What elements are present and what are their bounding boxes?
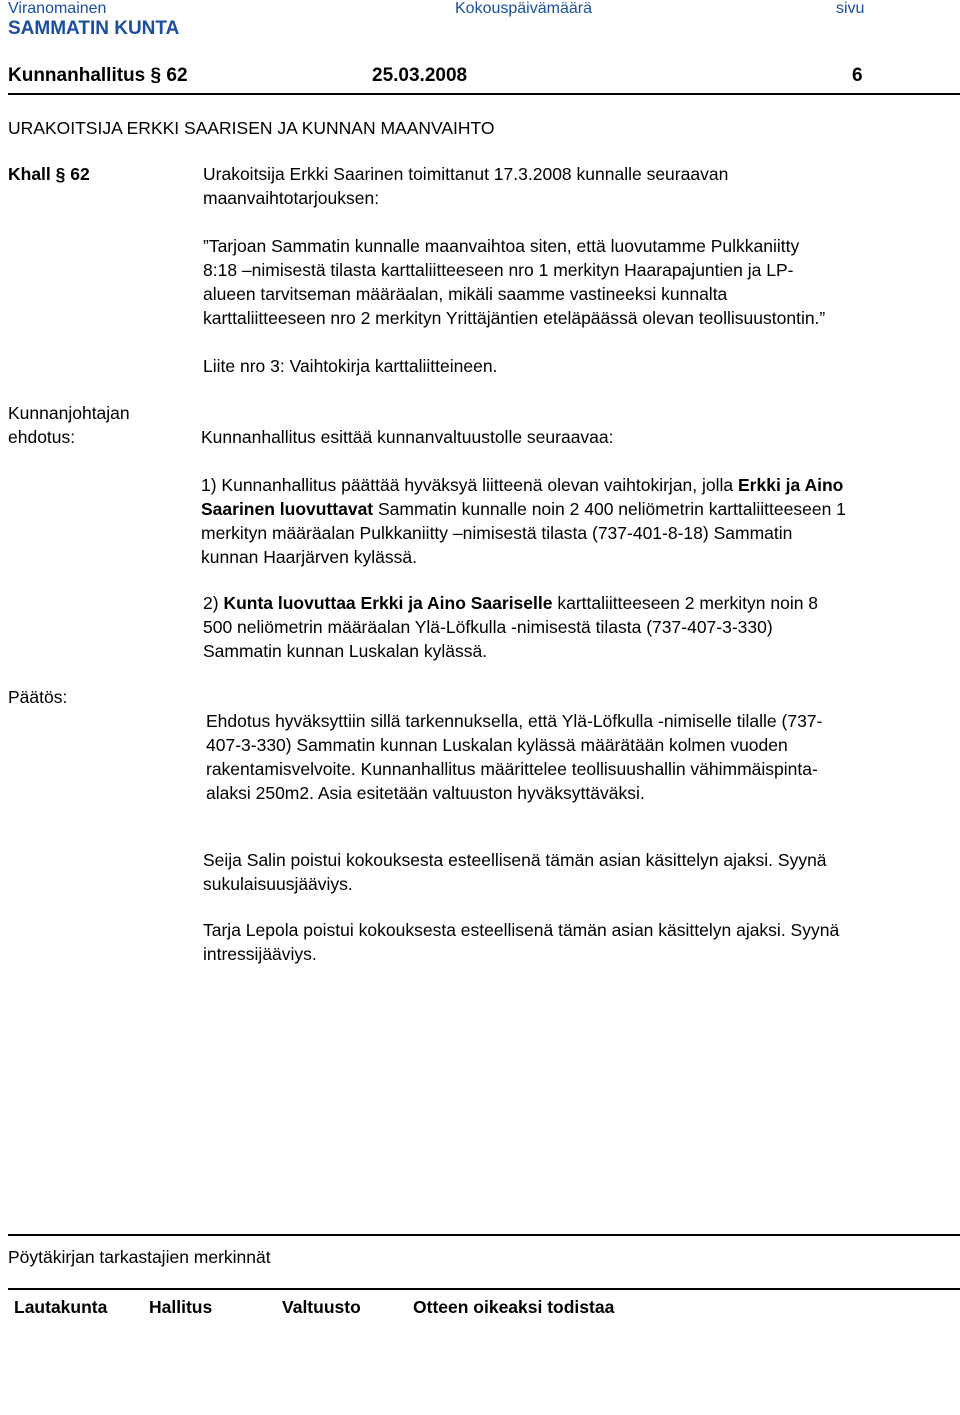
section-symbol: §	[150, 65, 162, 86]
offer-quote-line: ”Tarjoan Sammatin kunnalle maanvaihtoa siten, että luovutamme Pulkkaniitty	[203, 236, 800, 256]
attachment-reference: Liite nro 3: Vaihtokirja karttaliitteineen.	[203, 356, 498, 376]
proposal-item-2-line	[203, 591, 818, 615]
decision-label: Päätös:	[8, 687, 68, 707]
footer-col-certification: Otteen oikeaksi todistaa	[413, 1297, 615, 1317]
decision-line: 407-3-330) Sammatin kunnan Luskalan kylässä määrätään kolmen vuoden	[206, 735, 788, 755]
header-date: 25.03.2008	[372, 65, 468, 86]
proposal-label-line: ehdotus:	[8, 427, 76, 447]
proposal-item-1-line: kunnan Haarjärven kylässä.	[201, 547, 417, 567]
khall-label	[8, 162, 90, 186]
header-authority-label: Viranomainen	[8, 0, 107, 17]
recusal-note-line: intressijääviys.	[203, 944, 317, 964]
proposal-item-1-bold: Erkki ja Aino	[738, 475, 844, 495]
khall-section-number: 62	[70, 164, 90, 184]
recusal-note-line: sukulaisuusjääviys.	[203, 874, 353, 894]
proposal-intro: Kunnanhallitus esittää kunnanvaltuustolle seuraavaa:	[201, 427, 614, 447]
proposal-item-2-bold: Kunta luovuttaa Erkki ja Aino Saariselle	[223, 593, 553, 613]
decision-text	[206, 709, 822, 805]
proposal-label	[8, 401, 130, 449]
proposal-item-1-bold: Saarinen luovuttavat	[201, 499, 374, 519]
footer-col-board: Lautakunta	[14, 1297, 108, 1317]
footer-rule-middle	[8, 1288, 960, 1290]
proposal-item-2-text: karttaliitteeseen 2 merkityn noin 8	[552, 593, 819, 613]
header-body-name: Kunnanhallitus	[8, 65, 146, 86]
proposal-item-2-line: Sammatin kunnan Luskalan kylässä.	[203, 641, 488, 661]
header-rule	[8, 93, 960, 95]
offer-quote-line: karttaliitteeseen nro 2 merkityn Yrittäjäntien eteläpäässä olevan teollisuustontin.”	[203, 308, 826, 328]
proposal-item-1-line	[201, 473, 846, 497]
offer-quote-line: 8:18 –nimisestä tilasta karttaliitteeseen nro 1 merkityn Haarapajuntien ja LP-	[203, 260, 794, 280]
proposal-item-2-text: 2)	[203, 593, 224, 613]
header-organization: SAMMATIN KUNTA	[8, 18, 180, 39]
proposal-item-1-line	[201, 497, 846, 521]
footer-rule-top	[8, 1234, 960, 1236]
proposal-item-1-text: 1) Kunnanhallitus päättää hyväksyä liitteenä olevan vaihtokirjan, jolla	[201, 475, 738, 495]
footer-col-government: Hallitus	[149, 1297, 213, 1317]
recusal-note-line: Seija Salin poistui kokouksesta esteellisenä tämän asian käsittelyn ajaksi. Syynä	[203, 850, 827, 870]
proposal-label-line: Kunnanjohtajan	[8, 403, 130, 423]
decision-line: rakentamisvelvoite. Kunnanhallitus määrittelee teollisuushallin vähimmäispinta-	[206, 759, 818, 779]
offer-quote-line: alueen tarvitseman määräalan, mikäli saamme vastineeksi kunnalta	[203, 284, 728, 304]
header-section-number: 62	[166, 65, 188, 86]
proposal-item-2-line: 500 neliömetrin määräalan Ylä-Löfkulla -nimisestä tilasta (737-407-3-330)	[203, 617, 773, 637]
proposal-item-1-text: Sammatin kunnalle noin 2 400 neliömetrin karttaliitteeseen 1	[373, 499, 846, 519]
offer-quote	[203, 234, 825, 330]
recusal-note-1	[203, 848, 827, 896]
header-meeting-date-label: Kokouspäivämäärä	[455, 0, 592, 17]
header-page-number: 6	[852, 65, 863, 86]
item-title: URAKOITSIJA ERKKI SAARISEN JA KUNNAN MAANVAIHTO	[8, 118, 495, 138]
khall-intro	[203, 162, 728, 210]
khall-section-symbol: §	[55, 164, 66, 184]
proposal-item-1	[201, 473, 846, 569]
decision-line: alaksi 250m2. Asia esitetään valtuuston hyväksyttäväksi.	[206, 783, 645, 803]
decision-line: Ehdotus hyväksyttiin sillä tarkennuksella, että Ylä-Löfkulla -nimiselle tilalle (737-	[206, 711, 823, 731]
header-page-label: sivu	[836, 0, 865, 17]
proposal-item-1-line: merkityn määräalan Pulkkaniitty –nimisestä tilasta (737-401-8-18) Sammatin	[201, 523, 793, 543]
footer-caption: Pöytäkirjan tarkastajien merkinnät	[8, 1247, 271, 1267]
proposal-item-2	[203, 591, 818, 663]
khall-label-text: Khall	[8, 164, 51, 184]
header-body	[8, 64, 188, 88]
recusal-note-2	[203, 918, 839, 966]
recusal-note-line: Tarja Lepola poistui kokouksesta esteellisenä tämän asian käsittelyn ajaksi. Syynä	[203, 920, 840, 940]
khall-intro-line: maanvaihtotarjouksen:	[203, 188, 380, 208]
khall-intro-line: Urakoitsija Erkki Saarinen toimittanut 17.3.2008 kunnalle seuraavan	[203, 164, 729, 184]
footer-col-council: Valtuusto	[282, 1297, 361, 1317]
